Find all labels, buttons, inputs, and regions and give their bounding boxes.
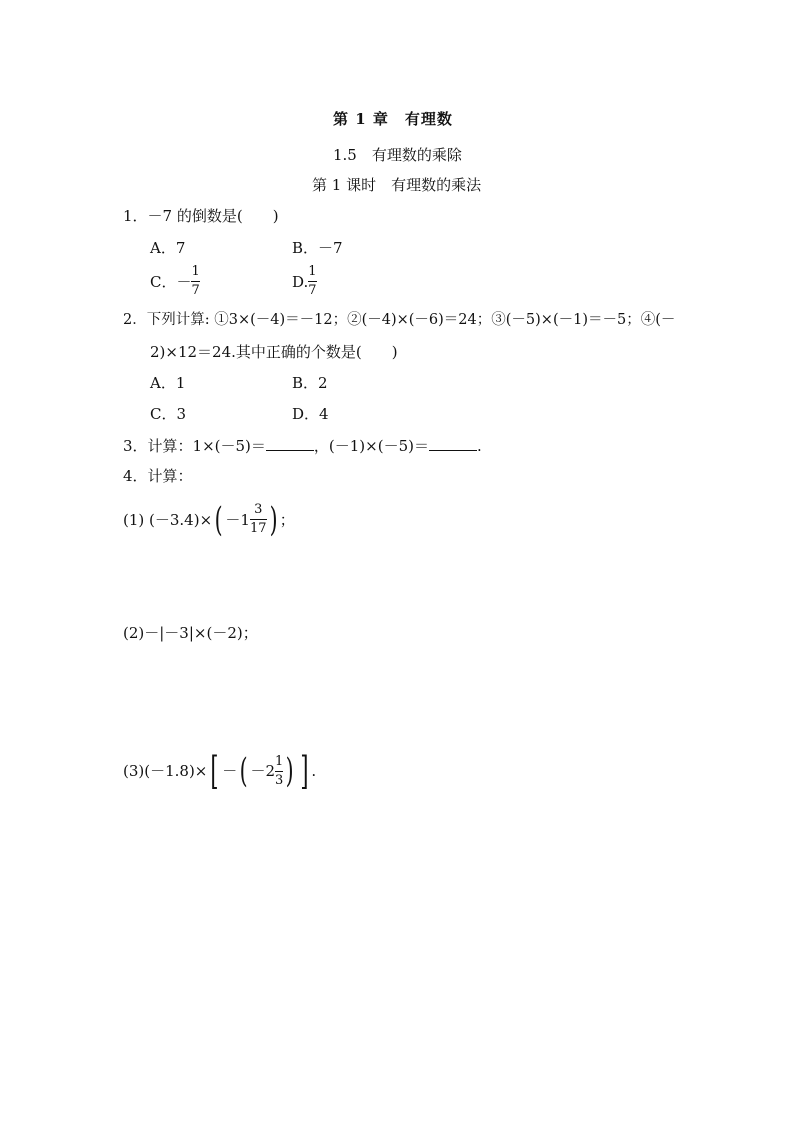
fraction-bar [191, 281, 199, 282]
q1-option-d [292, 264, 317, 299]
q1-option-d-fraction [308, 264, 316, 299]
q4-part1 [123, 499, 295, 540]
q3-part3: . [476, 437, 482, 455]
q4-stem: 4．计算： [123, 467, 193, 485]
q1-option-c [150, 264, 200, 299]
q4-part3-inner-a: － [222, 762, 238, 780]
left-paren: ( [239, 751, 248, 791]
q4-part3-suffix: . [311, 762, 317, 780]
fraction-denominator: 7 [191, 283, 200, 298]
q4-part3-prefix: (3)(－1.8)× [123, 762, 208, 780]
left-bracket: [ [210, 749, 219, 793]
q3-line [123, 437, 482, 455]
section-title: 1.5 有理数的乘除 [333, 146, 462, 164]
q4-part3-inner-b: －2 [250, 762, 276, 780]
right-paren: ) [285, 751, 294, 791]
fraction-bar [308, 281, 316, 282]
chapter-title: 第 1 章 有理数 [333, 110, 453, 128]
fraction-denominator: 7 [308, 283, 317, 298]
q2-option-b: B．2 [292, 374, 328, 392]
q4-part1-inner: －1 [225, 510, 250, 529]
q1-option-b: B．－7 [292, 239, 343, 257]
fraction-denominator: 3 [275, 772, 284, 788]
q3-part2: ，(－1)×(－5)＝ [313, 437, 429, 455]
right-paren: ) [269, 499, 278, 540]
q1-option-d-prefix: D. [292, 272, 309, 291]
fraction-numerator: 1 [191, 264, 200, 279]
q1-option-c-fraction [191, 264, 199, 299]
q3-part1: 3．计算：1×(－5)＝ [123, 437, 266, 455]
q1-option-a: A．7 [150, 239, 186, 257]
lesson-title: 第 1 课时 有理数的乘法 [312, 176, 482, 194]
left-paren: ( [214, 499, 223, 540]
q4-part1-fraction [250, 502, 267, 537]
fraction-numerator: 1 [275, 753, 284, 769]
q2-option-c: C．3 [150, 405, 187, 423]
q2-stem-line2: 2)×12＝24.其中正确的个数是( ) [150, 343, 398, 361]
answer-blank-2[interactable] [429, 437, 477, 451]
fraction-numerator: 3 [254, 502, 263, 517]
fraction-bar [275, 771, 283, 772]
answer-blank-1[interactable] [266, 437, 314, 451]
q1-option-c-prefix: C．－ [150, 272, 192, 291]
q2-option-d: D．4 [292, 405, 329, 423]
q4-part1-prefix: (1) (－3.4)× [123, 510, 213, 529]
q2-stem-line1: 2．下列计算: ①3×(－4)＝－12；②(－4)×(－6)＝24；③(－5)×(－1)＝－5；④(－ [123, 312, 676, 328]
q4-part3-fraction [275, 754, 283, 789]
q2-option-a: A．1 [150, 374, 186, 392]
q4-part3 [123, 749, 317, 793]
fraction-numerator: 1 [308, 264, 317, 279]
fraction-denominator: 17 [249, 521, 267, 536]
right-bracket: ] [299, 749, 309, 793]
fraction-bar [250, 519, 267, 520]
q1-stem: 1．－7 的倒数是( ) [123, 207, 279, 225]
q4-part2: (2)－|－3|×(－2)； [123, 624, 258, 642]
q4-part1-suffix: ； [279, 510, 295, 529]
